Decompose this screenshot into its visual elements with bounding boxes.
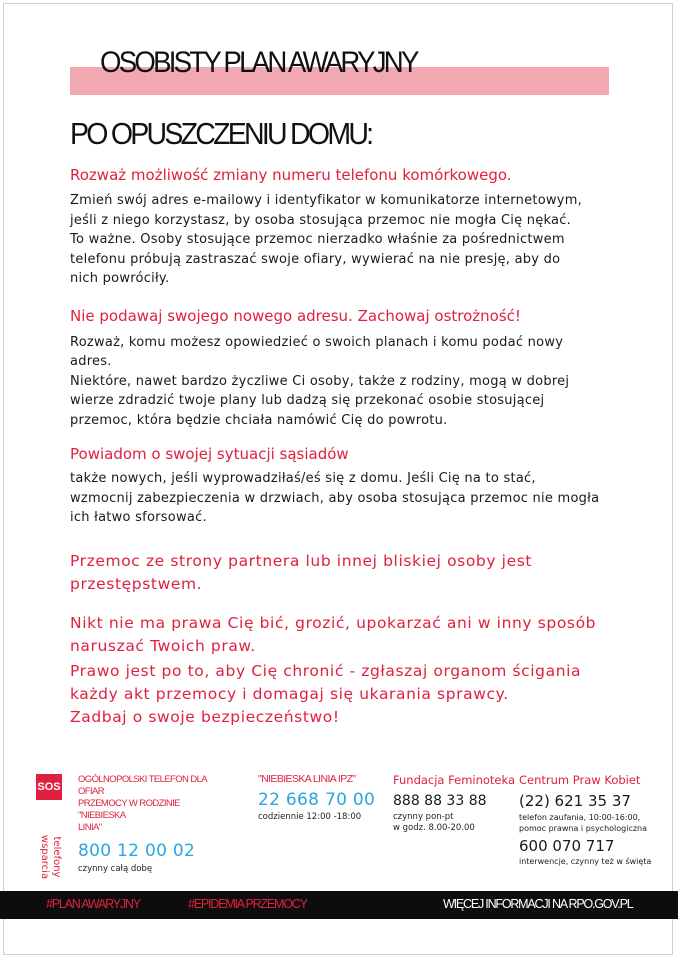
page-title: OSOBISTY PLAN AWARYJNY [100, 46, 417, 79]
contact-title: Fundacja Feminoteka [393, 773, 516, 787]
phone-number-link[interactable]: (22) 621 35 37 [519, 792, 631, 810]
contact-niebieska-linia-ipz [258, 773, 383, 823]
section-heading-neighbours: Powiadom o swojej sytuacji sąsiadów [70, 445, 349, 463]
section-title: PO OPUSZCZENIU DOMU: [70, 116, 372, 151]
sos-icon: SOS [36, 774, 62, 800]
more-info-link[interactable]: WIĘCEJ INFORMACJI NA RPO.GOV.PL [443, 897, 633, 911]
section-text-address: Rozważ, komu możesz opowiedzieć o swoich planach i komu podać nowy adres. Niektóre, nawet bardzo życzliwe Ci osoby, także z rodziny, mogą w dobrej wierze zdradzić twoje plany lub dadzą się przekonać osobie stosującej przemoc, która będzie chciała namówić Cię do powrotu. [70, 334, 570, 428]
contact-centrum-praw-kobiet [519, 773, 669, 867]
emphasis-crime: Przemoc ze strony partnera lub innej bliskiej osoby jest przestępstwem. [70, 551, 533, 593]
hashtag-epidemia-przemocy: #EPIDEMIA PRZEMOCY [188, 897, 307, 911]
section-text-neighbours: także nowych, jeśli wyprowadziłaś/eś się z domu. Jeśli Cię na to stać, wzmocnij zabezpieczenia w drzwiach, aby osoba stosująca przemoc nie mogła ich łatwo sforsować. [70, 471, 600, 525]
hashtag-plan-awaryjny: #PLAN AWARYJNY [46, 897, 140, 911]
contact-hours: telefon zaufania, 10:00-16:00, pomoc prawna i psychologiczna [519, 813, 648, 833]
contact-title: "NIEBIESKA LINIA IPZ" [258, 773, 356, 785]
phone-number-link-2[interactable]: 600 070 717 [519, 837, 615, 855]
section-text-phone: Zmień swój adres e-mailowy i identyfikator w komunikatorze internetowym, jeśli z niego korzystasz, by osoba stosująca przemoc nie mogła Cię nękać. To ważne. Osoby stosujące przemoc nierzadko właśnie za pośrednictwem telefonu próbują zastraszać swoje ofiary, wywierać na nie presję, aby do nich powróciły. [70, 193, 583, 286]
phone-number-link[interactable]: 888 88 33 88 [393, 793, 487, 809]
contact-hours: codziennie 12:00 -18:00 [258, 812, 362, 822]
emphasis-rights: Nikt nie ma prawa Cię bić, grozić, upokarzać ani w inny sposób naruszać Twoich praw. [70, 613, 597, 655]
support-contacts [0, 765, 678, 880]
section-heading-address: Nie podawaj swojego nowego adresu. Zachowaj ostrożność! [70, 306, 521, 325]
phone-number-link[interactable]: 22 668 70 00 [258, 790, 376, 810]
section-heading-phone: Rozważ możliwość zmiany numeru telefonu komórkowego. [70, 166, 512, 184]
phone-number-link[interactable]: 800 12 00 02 [78, 841, 196, 861]
emphasis-law: Prawo jest po to, aby Cię chronić - zgłaszaj organom ścigania każdy akt przemocy i domagaj się ukarania sprawcy. Zadbaj o swoje bezpieczeństwo! [70, 661, 582, 726]
contact-title: Centrum Praw Kobiet [519, 773, 641, 787]
footer-bar [0, 891, 678, 919]
contact-hours: czynny pon-pt w godz. 8.00-20.00 [393, 812, 475, 833]
contact-title: OGÓLNOPOLSKI TELEFON DLA OFIAR PRZEMOCY W RODZINIE "NIEBIESKA LINIA" [78, 774, 207, 833]
support-phones-label: telefony wsparcia [39, 834, 62, 880]
contact-niebieska-linia [78, 774, 228, 875]
contact-hours: czynny całą dobę [78, 864, 153, 874]
contact-hours-2: interwencje, czynny też w święta [519, 857, 652, 866]
content-body [70, 165, 630, 729]
contact-feminoteka [393, 773, 516, 834]
